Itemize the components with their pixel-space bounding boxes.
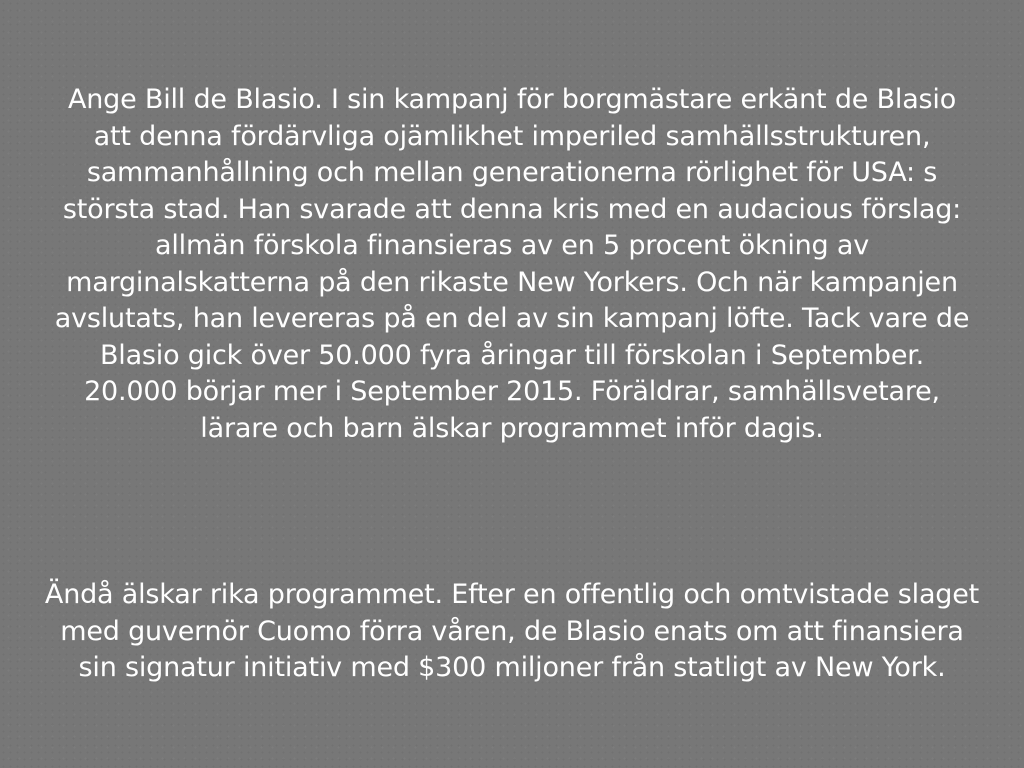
paragraph-1 [10,82,1014,447]
paragraph-2-line: med guvernör Cuomo förra våren, de Blasio enats om att finansiera [60,615,964,647]
paragraph-1-line: allmän förskola finansieras av en 5 procent ökning av [155,230,869,261]
paragraph-2 [10,577,1014,687]
paragraph-1-line: största stad. Han svarade att denna kris med en audacious förslag: [62,193,962,225]
paragraph-1-line: marginalskatterna på den rikaste New Yorkers. Och när kampanjen [66,266,958,298]
paragraph-1-line: 20.000 börjar mer i September 2015. Föräldrar, samhällsvetare, [84,376,940,407]
paragraph-2-line: Ändå älskar rika programmet. Efter en offentlig och omtvistade slaget [44,579,980,610]
paragraph-1-line: avslutats, han levereras på en del av sin kampanj löfte. Tack vare de [54,303,970,334]
paragraph-1-line: Ange Bill de Blasio. I sin kampanj för borgmästare erkänt de Blasio [67,84,957,115]
paragraph-2-line: sin signatur initiativ med $300 miljoner från statligt av New York. [78,652,946,683]
paragraph-1-line: lärare och barn älskar programmet inför dagis. [200,412,824,444]
paragraph-1-line: sammanhållning och mellan generationerna rörlighet för USA: s [86,157,938,188]
paragraph-1-line: att denna fördärvliga ojämlikhet imperiled samhällsstrukturen, [93,120,931,152]
paragraph-1-line: Blasio gick över 50.000 fyra åringar till förskolan i September. [99,339,925,371]
